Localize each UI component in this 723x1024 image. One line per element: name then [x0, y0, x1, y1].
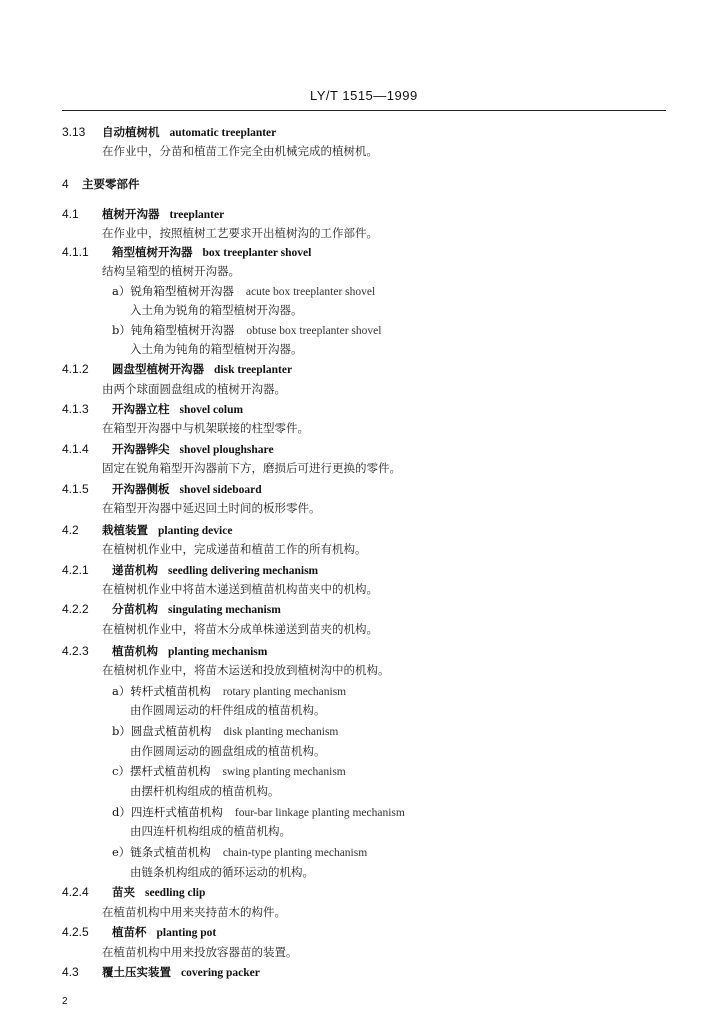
section-number: 4.2 [62, 523, 79, 537]
term-chinese: 开沟器立柱 [112, 402, 170, 416]
sub-definition-text: 入土角为钝角的箱型植树开沟器。 [130, 342, 303, 356]
section-number: 4.1.1 [62, 245, 89, 259]
term-chinese: 开沟器侧板 [112, 482, 170, 496]
sub-item-chinese: a）转杆式植苗机构 [112, 684, 211, 698]
definition-text: 在箱型开沟器中与机架联接的柱型零件。 [102, 421, 309, 435]
section-number: 4.1.3 [62, 402, 89, 416]
term-english: planting pot [156, 927, 217, 939]
section-number: 4.3 [62, 965, 79, 979]
definition-text: 由两个球面圆盘组成的植树开沟器。 [102, 382, 286, 396]
sub-definition-text: 由四连杆机构组成的植苗机构。 [130, 824, 291, 838]
term-chinese: 覆土压实装置 [102, 965, 171, 979]
term-chinese: 箱型植树开沟器 [112, 245, 193, 259]
definition-text: 在植树机作业中，将苗木分成单株递送到苗夹的机构。 [102, 622, 378, 636]
sub-definition-text: 由作圆周运动的杆件组成的植苗机构。 [130, 703, 326, 717]
section-number: 4.2.5 [62, 925, 89, 939]
section-number: 4.2.4 [62, 885, 89, 899]
term-chinese: 苗夹 [112, 885, 135, 899]
sub-item-english: chain-type planting mechanism [222, 847, 368, 859]
sub-definition-text: 入土角为锐角的箱型植树开沟器。 [130, 303, 303, 317]
definition-text: 在植树机作业中，将苗木运送和投放到植树沟中的机构。 [102, 663, 390, 677]
sub-item-chinese: e）链条式植苗机构 [112, 845, 211, 859]
section-number: 4.2.3 [62, 644, 89, 658]
definition-text: 固定在锐角箱型开沟器前下方，磨损后可进行更换的零件。 [102, 461, 401, 475]
sub-definition-text: 由链条机构组成的循环运动的机构。 [130, 865, 314, 879]
sub-item [112, 322, 381, 339]
term-english: disk treeplanter [214, 364, 293, 376]
page-header: LY/T 1515—1999 [310, 88, 418, 103]
sub-item-english: acute box treeplanter shovel [245, 286, 376, 298]
section-number: 4.2.1 [62, 563, 89, 577]
page-number: 2 [62, 996, 68, 1007]
sub-item-chinese: c）摆杆式植苗机构 [112, 764, 211, 778]
section-number: 4.1.4 [62, 442, 89, 456]
header-rule [62, 110, 666, 111]
section-number: 4.1.5 [62, 482, 89, 496]
sub-item-english: four-bar linkage planting mechanism [234, 807, 405, 819]
term-english: planting mechanism [168, 646, 268, 658]
sub-item-english: disk planting mechanism [223, 726, 339, 738]
term-chinese: 圆盘型植树开沟器 [112, 362, 204, 376]
term-chinese: 主要零部件 [82, 177, 140, 191]
section-number: 3.13 [62, 125, 86, 139]
sub-item-english: obtuse box treeplanter shovel [246, 325, 382, 337]
section-number: 4.1 [62, 207, 79, 221]
term-chinese: 植苗杯 [112, 925, 147, 939]
sub-item-chinese: b）圆盘式植苗机构 [112, 724, 212, 738]
term-english: shovel colum [179, 404, 244, 416]
sub-item [112, 283, 375, 300]
definition-text: 在作业中，按照植树工艺要求开出植树沟的工作部件。 [102, 226, 378, 240]
term-english: automatic treeplanter [169, 127, 277, 139]
definition-text: 结构呈箱型的植树开沟器。 [102, 264, 240, 278]
term-chinese: 自动植树机 [102, 125, 160, 139]
term-english: shovel ploughshare [179, 444, 274, 456]
term-english: singulating mechanism [168, 604, 281, 616]
term-chinese: 植苗机构 [112, 644, 158, 658]
sub-definition-text: 由作圆周运动的圆盘组成的植苗机构。 [130, 744, 326, 758]
term-chinese: 植树开沟器 [102, 207, 160, 221]
definition-text: 在植苗机构中用来投放容器苗的装置。 [102, 945, 298, 959]
section-number: 4.1.2 [62, 362, 89, 376]
term-english: shovel sideboard [179, 484, 262, 496]
definition-text: 在植树机作业中，完成递苗和植苗工作的所有机构。 [102, 542, 367, 556]
term-english: seedling clip [145, 887, 206, 899]
term-english: box treeplanter shovel [202, 247, 312, 259]
sub-item-chinese: d）四连杆式植苗机构 [112, 805, 223, 819]
sub-item-chinese: b）钝角箱型植树开沟器 [112, 323, 235, 337]
sub-item-chinese: a）锐角箱型植树开沟器 [112, 284, 234, 298]
sub-item-english: swing planting mechanism [222, 766, 346, 778]
sub-item [112, 723, 338, 740]
term-chinese: 分苗机构 [112, 602, 158, 616]
sub-item [112, 804, 405, 821]
sub-definition-text: 由摆杆机构组成的植苗机构。 [130, 784, 280, 798]
section-number: 4.2.2 [62, 602, 89, 616]
term-chinese: 开沟器铧尖 [112, 442, 170, 456]
sub-item [112, 763, 346, 780]
term-english: treeplanter [169, 209, 225, 221]
sub-item-english: rotary planting mechanism [222, 686, 347, 698]
term-english: covering packer [181, 967, 260, 979]
section-number: 4 [62, 177, 69, 191]
term-english: planting device [158, 525, 233, 537]
sub-item [112, 844, 367, 861]
term-english: seedling delivering mechanism [168, 565, 319, 577]
definition-text: 在作业中，分苗和植苗工作完全由机械完成的植树机。 [102, 144, 378, 158]
term-chinese: 栽植装置 [102, 523, 148, 537]
term-chinese: 递苗机构 [112, 563, 158, 577]
definition-text: 在植树机作业中将苗木递送到植苗机构苗夹中的机构。 [102, 582, 378, 596]
definition-text: 在箱型开沟器中延迟回土时间的板形零件。 [102, 501, 321, 515]
sub-item [112, 683, 346, 700]
definition-text: 在植苗机构中用来夹持苗木的构件。 [102, 905, 286, 919]
